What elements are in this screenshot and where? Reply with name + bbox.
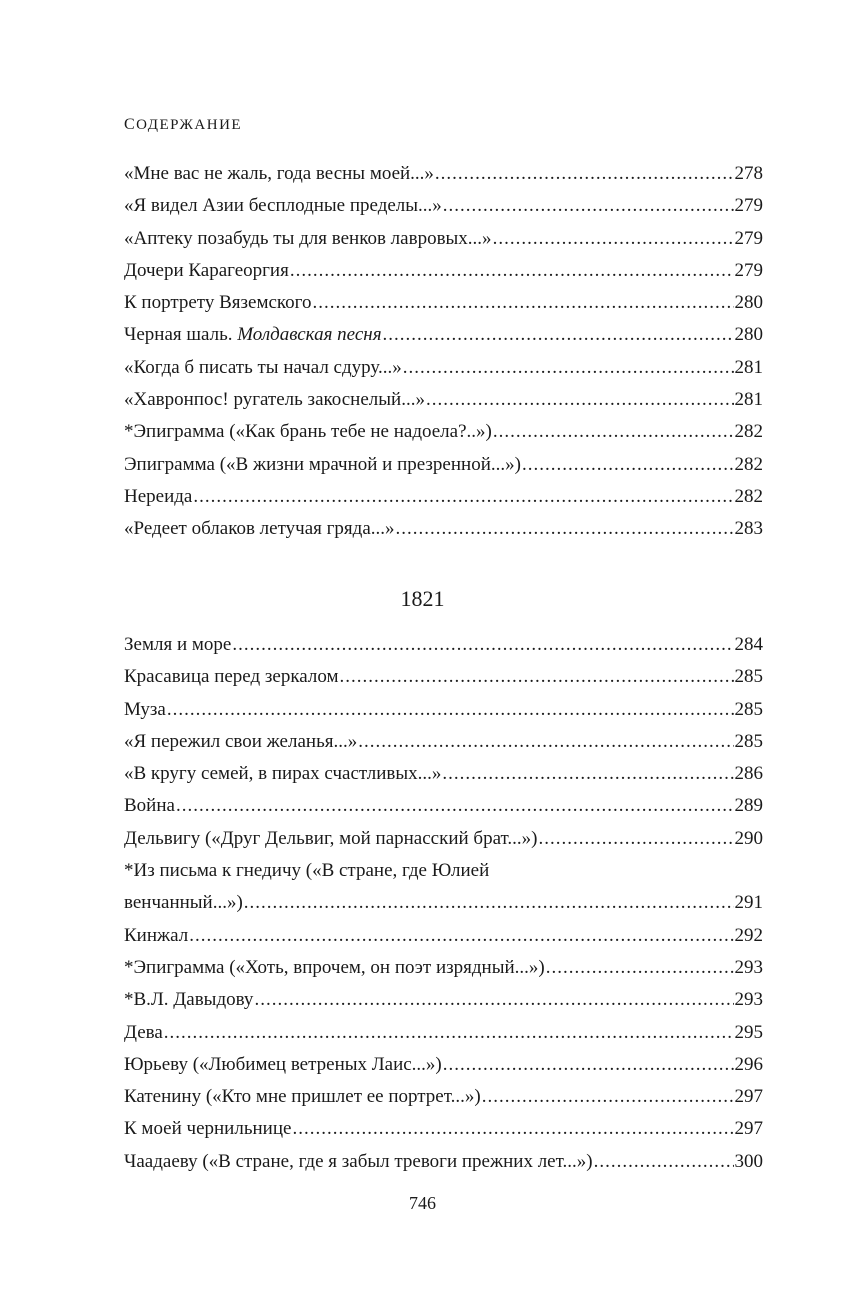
dot-leader bbox=[244, 887, 734, 919]
toc-entry bbox=[124, 984, 763, 1016]
dot-leader bbox=[290, 255, 734, 287]
toc-entry-page: 297 bbox=[734, 1118, 763, 1140]
toc-entry-title bbox=[124, 319, 382, 351]
toc-entry-title bbox=[124, 223, 492, 255]
toc-entry-title-text: «Редеет облаков летучая гряда...» bbox=[124, 518, 395, 540]
toc-entry-page: 279 bbox=[734, 227, 763, 249]
toc-entry-page: 281 bbox=[734, 356, 763, 378]
toc-entry-title bbox=[124, 416, 492, 448]
dot-leader bbox=[383, 319, 734, 351]
toc-entry-page: 285 bbox=[734, 666, 763, 688]
toc-entry-title bbox=[124, 287, 312, 319]
toc-entry bbox=[124, 384, 763, 416]
toc-entry-page: 282 bbox=[734, 453, 763, 475]
toc-entry-page: 300 bbox=[734, 1150, 763, 1172]
toc-entry-title bbox=[124, 984, 253, 1016]
toc-entry-title-text: «Мне вас не жаль, года весны моей...» bbox=[124, 163, 434, 184]
toc-entry-page: 286 bbox=[734, 763, 763, 785]
toc-entry-title-text: «Я пережил свои желанья...» bbox=[124, 730, 358, 752]
toc-entry-page: 278 bbox=[734, 163, 763, 184]
dot-leader bbox=[482, 1081, 734, 1113]
dot-leader bbox=[189, 920, 733, 952]
running-header-rest: ОДЕРЖАНИЕ bbox=[136, 117, 243, 133]
toc-entry-title bbox=[124, 726, 357, 758]
toc-entry-page: 279 bbox=[734, 195, 763, 217]
dot-leader bbox=[167, 694, 734, 726]
dot-leader bbox=[193, 481, 733, 513]
toc-entry bbox=[124, 352, 763, 384]
toc-entry-page: 291 bbox=[734, 892, 763, 914]
toc-entry-page: 282 bbox=[734, 421, 763, 443]
toc-entry-title-text: Катенину («Кто мне пришлет ее портрет...») bbox=[124, 1086, 481, 1108]
toc-entry-title bbox=[124, 158, 434, 190]
toc-entry bbox=[124, 887, 763, 919]
toc-entry-page: 292 bbox=[734, 924, 763, 946]
toc-entry bbox=[124, 1146, 763, 1178]
toc-entry-title-text: *Эпиграмма («Как брань тебе не надоела?..») bbox=[124, 421, 492, 443]
toc-section-1821 bbox=[124, 629, 763, 1178]
toc-entry-title-text: «Я видел Азии бесплодные пределы...» bbox=[124, 195, 442, 217]
dot-leader bbox=[396, 513, 734, 545]
toc-entry-first-line: *Из письма к гнедичу («В стране, где Юлией bbox=[124, 860, 490, 882]
toc-section-1 bbox=[124, 158, 763, 546]
year-heading: 1821 bbox=[400, 586, 445, 611]
toc-entry-title bbox=[124, 513, 395, 545]
toc-entry-title-text: Дочери Карагеоргия bbox=[124, 259, 289, 281]
toc-entry bbox=[124, 190, 763, 222]
toc-entry bbox=[124, 449, 763, 481]
toc-entry bbox=[124, 952, 763, 984]
dot-leader bbox=[522, 449, 734, 481]
toc-entry-page: 282 bbox=[734, 485, 763, 507]
dot-leader bbox=[594, 1146, 734, 1178]
toc-entry bbox=[124, 920, 763, 952]
dot-leader bbox=[232, 629, 733, 661]
toc-entry-title-text: Юрьеву («Любимец ветреных Лаис...») bbox=[124, 1053, 442, 1075]
toc-entry-title-text: «Когда б писать ты начал сдуру...» bbox=[124, 356, 402, 378]
toc-entry-title bbox=[124, 1113, 291, 1145]
toc-entry-title-text: Дельвигу («Друг Дельвиг, мой парнасский брат...») bbox=[124, 827, 538, 849]
toc-entry-title bbox=[124, 952, 545, 984]
toc-entry-title bbox=[124, 255, 289, 287]
dot-leader bbox=[358, 726, 733, 758]
dot-leader bbox=[443, 1049, 734, 1081]
toc-entry-title bbox=[124, 920, 188, 952]
toc-entry-title-text: Нереида bbox=[124, 485, 193, 507]
toc-entry bbox=[124, 223, 763, 255]
toc-entry-title bbox=[124, 694, 166, 726]
dot-leader bbox=[403, 352, 734, 384]
toc-entry-title bbox=[124, 661, 339, 693]
toc-entry-title-text: Муза bbox=[124, 698, 166, 720]
toc-entry bbox=[124, 758, 763, 790]
toc-entry-title-text: Эпиграмма («В жизни мрачной и презренной...») bbox=[124, 453, 521, 475]
dot-leader bbox=[493, 223, 734, 255]
toc-entry bbox=[124, 1113, 763, 1145]
toc-entry bbox=[124, 629, 763, 661]
toc-entry-title bbox=[124, 352, 402, 384]
toc-entry bbox=[124, 416, 763, 448]
toc-entry-page: 295 bbox=[734, 1021, 763, 1043]
toc-entry-title-text: Война bbox=[124, 795, 175, 817]
toc-entry-page: 279 bbox=[734, 259, 763, 281]
toc-entry-title bbox=[124, 823, 537, 855]
toc-entry-page: 280 bbox=[734, 324, 763, 346]
toc-entry-title-text: *В.Л. Давыдову bbox=[124, 989, 254, 1011]
toc-entry-title-text: Чаадаеву («В стране, где я забыл тревоги прежних лет...») bbox=[124, 1150, 593, 1172]
toc-entry-title-text: «Аптеку позабудь ты для венков лавровых...» bbox=[124, 227, 492, 249]
toc-entry bbox=[124, 823, 763, 855]
toc-entry-title-text: венчанный...») bbox=[124, 892, 243, 914]
toc-entry-title bbox=[124, 481, 192, 513]
toc-entry-title bbox=[124, 790, 175, 822]
dot-leader bbox=[292, 1113, 733, 1145]
running-header-initial: С bbox=[124, 116, 137, 133]
toc-entry bbox=[124, 1017, 763, 1049]
toc-entry-title bbox=[124, 1017, 163, 1049]
toc-entry-title bbox=[124, 629, 231, 661]
toc-entry-title bbox=[124, 1049, 442, 1081]
dot-leader bbox=[442, 758, 733, 790]
dot-leader bbox=[254, 984, 733, 1016]
toc-entry-page: 285 bbox=[734, 698, 763, 720]
toc-entry bbox=[124, 694, 763, 726]
toc-entry bbox=[124, 790, 763, 822]
toc-entry-page: 296 bbox=[734, 1053, 763, 1075]
toc-entry-page: 289 bbox=[734, 795, 763, 817]
toc-entry-title-text: К моей чернильнице bbox=[124, 1118, 292, 1140]
dot-leader bbox=[164, 1017, 734, 1049]
toc-entry bbox=[124, 158, 763, 190]
dot-leader bbox=[546, 952, 734, 984]
dot-leader bbox=[435, 158, 734, 190]
toc-entry-title bbox=[124, 1146, 593, 1178]
toc-entry-page: 284 bbox=[734, 634, 763, 655]
toc-entry-title-text: «Хавронпос! ругатель закоснелый...» bbox=[124, 389, 425, 411]
page-number: 746 bbox=[409, 1193, 436, 1213]
toc-entry-title-text: Дева bbox=[124, 1021, 163, 1043]
dot-leader bbox=[176, 790, 734, 822]
toc-entry-title-text: Земля и море bbox=[124, 634, 232, 655]
toc-entry-title bbox=[124, 190, 442, 222]
toc-entry-page: 280 bbox=[734, 292, 763, 314]
dot-leader bbox=[538, 823, 733, 855]
toc-entry-subtitle: Молдавская песня bbox=[237, 324, 382, 346]
toc-entry bbox=[124, 1049, 763, 1081]
toc-entry-title-text: *Эпиграмма («Хоть, впрочем, он поэт изрядный...») bbox=[124, 956, 545, 978]
toc-entry-title bbox=[124, 887, 243, 919]
toc-entry-title-text: К портрету Вяземского bbox=[124, 292, 312, 314]
dot-leader bbox=[426, 384, 734, 416]
toc-entry bbox=[124, 319, 763, 351]
toc-entry-title-text: «В кругу семей, в пирах счастливых...» bbox=[124, 763, 442, 785]
toc-entry-page: 293 bbox=[734, 956, 763, 978]
toc-entry-title bbox=[124, 758, 441, 790]
toc-entry bbox=[124, 1081, 763, 1113]
toc-entry bbox=[124, 287, 763, 319]
toc-entry-page: 281 bbox=[734, 389, 763, 411]
toc-entry bbox=[124, 726, 763, 758]
dot-leader bbox=[340, 661, 734, 693]
toc-entry-title bbox=[124, 384, 425, 416]
toc-entry-page: 297 bbox=[734, 1086, 763, 1108]
dot-leader bbox=[313, 287, 734, 319]
toc-entry bbox=[124, 481, 763, 513]
toc-entry bbox=[124, 513, 763, 545]
toc-entry-page: 293 bbox=[734, 989, 763, 1011]
toc-entry-page: 290 bbox=[734, 827, 763, 849]
toc-entry-title bbox=[124, 1081, 481, 1113]
dot-leader bbox=[443, 190, 734, 222]
toc-entry bbox=[124, 661, 763, 693]
dot-leader bbox=[493, 416, 734, 448]
toc-entry-title bbox=[124, 449, 521, 481]
toc-entry-page: 285 bbox=[734, 730, 763, 752]
toc-entry-page: 283 bbox=[734, 518, 763, 540]
toc-entry-title-text: Красавица перед зеркалом bbox=[124, 666, 339, 688]
running-header bbox=[124, 116, 242, 134]
toc-entry-title-text: Кинжал bbox=[124, 924, 189, 946]
toc-entry-title-text: Черная шаль. bbox=[124, 324, 233, 346]
toc-entry bbox=[124, 255, 763, 287]
